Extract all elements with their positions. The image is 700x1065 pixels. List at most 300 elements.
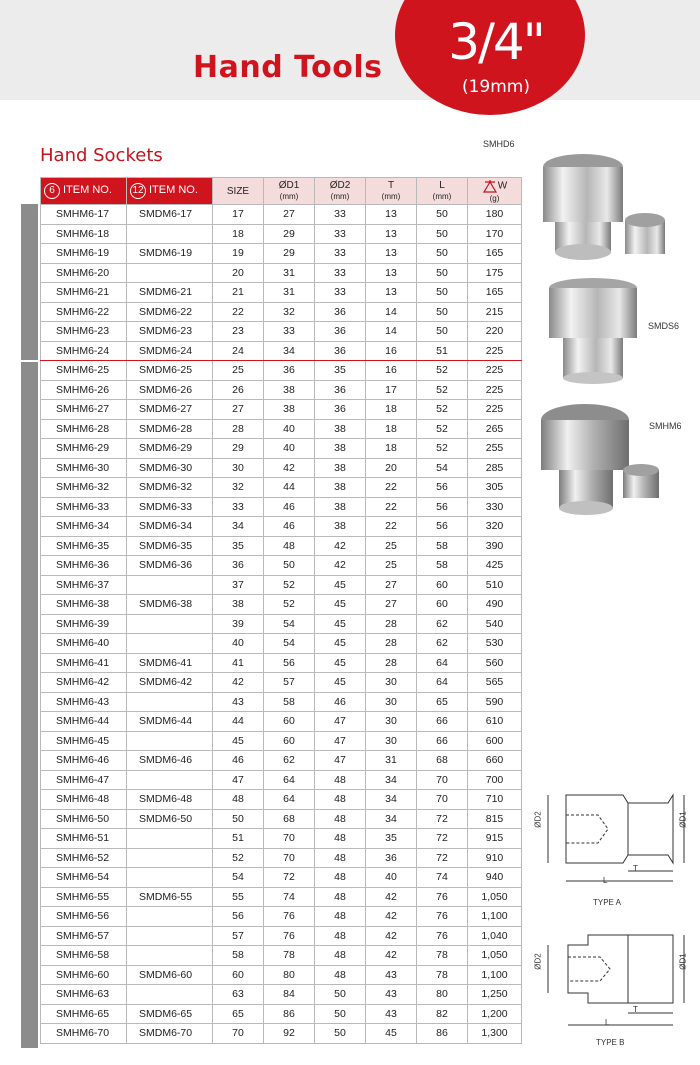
table-row: [41, 341, 522, 361]
cell-l: 66: [417, 731, 468, 751]
cell-size: 20: [213, 263, 264, 283]
cell-d1: 31: [264, 283, 315, 303]
cell-d2: 47: [315, 712, 366, 732]
cell-size: 26: [213, 380, 264, 400]
cell-t: 27: [366, 595, 417, 615]
cell-l: 52: [417, 439, 468, 459]
type-a-bar: [21, 204, 38, 360]
socket-spec-table: [40, 177, 522, 1044]
cell-item-6pt: SMHM6-48: [41, 790, 127, 810]
cell-item-12pt: SMDM6-27: [127, 400, 213, 420]
cell-weight: 915: [468, 829, 522, 849]
cell-item-6pt: SMHM6-42: [41, 673, 127, 693]
cell-d1: 29: [264, 244, 315, 264]
cell-item-6pt: SMHM6-63: [41, 985, 127, 1005]
cell-item-12pt: SMDM6-38: [127, 595, 213, 615]
callout-smds6: SMDS6: [648, 321, 680, 331]
cell-item-6pt: SMHM6-47: [41, 770, 127, 790]
cell-d1: 62: [264, 751, 315, 771]
cell-l: 72: [417, 809, 468, 829]
cell-l: 50: [417, 322, 468, 342]
cell-size: 70: [213, 1024, 264, 1044]
cell-l: 74: [417, 868, 468, 888]
cell-t: 43: [366, 1004, 417, 1024]
cell-d1: 32: [264, 302, 315, 322]
cell-t: 18: [366, 400, 417, 420]
header-weight-unit: (g): [489, 193, 500, 203]
cell-weight: 540: [468, 614, 522, 634]
table-row: [41, 419, 522, 439]
cell-d2: 36: [315, 322, 366, 342]
cell-item-12pt: [127, 634, 213, 654]
cell-item-12pt: SMDM6-28: [127, 419, 213, 439]
cell-item-12pt: [127, 985, 213, 1005]
cell-item-12pt: [127, 614, 213, 634]
cell-item-12pt: SMDM6-19: [127, 244, 213, 264]
cell-weight: 490: [468, 595, 522, 615]
cell-weight: 1,040: [468, 926, 522, 946]
cell-size: 58: [213, 946, 264, 966]
page-title: Hand Tools: [193, 50, 383, 85]
cell-item-12pt: [127, 575, 213, 595]
cell-l: 78: [417, 965, 468, 985]
table-row: [41, 829, 522, 849]
cell-l: 70: [417, 770, 468, 790]
cell-l: 50: [417, 205, 468, 225]
cell-item-6pt: SMHM6-25: [41, 361, 127, 381]
cell-d2: 48: [315, 848, 366, 868]
cell-d2: 46: [315, 692, 366, 712]
cell-d1: 70: [264, 829, 315, 849]
callout-smhm6: SMHM6: [649, 421, 682, 431]
cell-weight: 1,100: [468, 907, 522, 927]
cell-t: 13: [366, 263, 417, 283]
cell-weight: 600: [468, 731, 522, 751]
header-l: [417, 178, 468, 205]
cell-item-12pt: [127, 263, 213, 283]
header-item-6pt: [41, 178, 127, 205]
cell-d1: 84: [264, 985, 315, 1005]
cell-item-6pt: SMHM6-24: [41, 341, 127, 361]
cell-size: 44: [213, 712, 264, 732]
table-row: [41, 751, 522, 771]
cell-l: 50: [417, 283, 468, 303]
table-row: [41, 887, 522, 907]
cell-t: 25: [366, 556, 417, 576]
header-d1-label: ØD1: [278, 180, 300, 191]
cell-item-6pt: SMHM6-29: [41, 439, 127, 459]
header-item-6pt-label: ITEM NO.: [63, 184, 112, 196]
cell-t: 43: [366, 985, 417, 1005]
cell-d1: 58: [264, 692, 315, 712]
cell-item-12pt: SMDM6-23: [127, 322, 213, 342]
cell-size: 55: [213, 887, 264, 907]
cell-d2: 48: [315, 868, 366, 888]
cell-weight: 265: [468, 419, 522, 439]
type-b-label: TYPE B: [7, 682, 20, 722]
cell-item-6pt: SMHM6-60: [41, 965, 127, 985]
cell-d1: 70: [264, 848, 315, 868]
cell-t: 25: [366, 536, 417, 556]
cell-size: 28: [213, 419, 264, 439]
cell-weight: 610: [468, 712, 522, 732]
cell-weight: 1,200: [468, 1004, 522, 1024]
cell-d1: 54: [264, 634, 315, 654]
cell-d2: 36: [315, 341, 366, 361]
cell-size: 30: [213, 458, 264, 478]
cell-item-6pt: SMHM6-19: [41, 244, 127, 264]
cell-d1: 60: [264, 712, 315, 732]
cell-l: 52: [417, 361, 468, 381]
table-row: [41, 848, 522, 868]
cell-t: 18: [366, 439, 417, 459]
cell-size: 47: [213, 770, 264, 790]
header-d2-label: ØD2: [329, 180, 351, 191]
cell-item-6pt: SMHM6-46: [41, 751, 127, 771]
cell-d1: 38: [264, 380, 315, 400]
cell-d2: 38: [315, 458, 366, 478]
cell-d1: 57: [264, 673, 315, 693]
six-point-badge: 6: [44, 183, 60, 199]
cell-t: 13: [366, 244, 417, 264]
header-t: [366, 178, 417, 205]
type-b-drawing: [528, 925, 698, 1030]
table-row: [41, 673, 522, 693]
cell-t: 35: [366, 829, 417, 849]
cell-d1: 64: [264, 770, 315, 790]
twelve-point-badge: 12: [130, 183, 146, 199]
cell-item-6pt: SMHM6-32: [41, 478, 127, 498]
cell-d2: 48: [315, 770, 366, 790]
cell-item-6pt: SMHM6-44: [41, 712, 127, 732]
cell-t: 34: [366, 790, 417, 810]
cell-t: 28: [366, 653, 417, 673]
cell-l: 54: [417, 458, 468, 478]
cell-t: 42: [366, 926, 417, 946]
cell-l: 76: [417, 907, 468, 927]
cell-item-12pt: [127, 868, 213, 888]
table-row: [41, 302, 522, 322]
cell-t: 13: [366, 224, 417, 244]
cell-t: 30: [366, 712, 417, 732]
cell-d2: 47: [315, 751, 366, 771]
cell-d2: 48: [315, 809, 366, 829]
cell-t: 42: [366, 887, 417, 907]
table-row: [41, 322, 522, 342]
cell-d2: 45: [315, 614, 366, 634]
table-row: [41, 458, 522, 478]
cell-l: 76: [417, 926, 468, 946]
cell-l: 76: [417, 887, 468, 907]
cell-size: 54: [213, 868, 264, 888]
table-row: [41, 556, 522, 576]
table-row: [41, 517, 522, 537]
cell-weight: 1,300: [468, 1024, 522, 1044]
cell-item-12pt: SMDM6-26: [127, 380, 213, 400]
cell-d1: 46: [264, 517, 315, 537]
cell-t: 14: [366, 302, 417, 322]
scale-icon: [482, 179, 498, 193]
cell-d2: 33: [315, 283, 366, 303]
cell-t: 28: [366, 634, 417, 654]
cell-item-12pt: SMDM6-25: [127, 361, 213, 381]
cell-d1: 34: [264, 341, 315, 361]
cell-d1: 68: [264, 809, 315, 829]
table-row: [41, 439, 522, 459]
cell-item-6pt: SMHM6-28: [41, 419, 127, 439]
type-a-d1-label: ØD1: [678, 811, 688, 828]
cell-weight: 910: [468, 848, 522, 868]
cell-item-6pt: SMHM6-50: [41, 809, 127, 829]
cell-weight: 565: [468, 673, 522, 693]
cell-size: 19: [213, 244, 264, 264]
socket-smhm6-image: [525, 395, 700, 525]
cell-d2: 38: [315, 419, 366, 439]
cell-item-12pt: SMDM6-35: [127, 536, 213, 556]
header-l-unit: (mm): [432, 192, 452, 201]
cell-item-12pt: SMDM6-34: [127, 517, 213, 537]
header-d2: [315, 178, 366, 205]
type-b-d1-label: ØD1: [678, 953, 688, 970]
cell-l: 62: [417, 634, 468, 654]
type-a-d2-label: ØD2: [533, 811, 543, 828]
cell-weight: 510: [468, 575, 522, 595]
cell-item-12pt: SMDM6-42: [127, 673, 213, 693]
cell-d2: 47: [315, 731, 366, 751]
cell-t: 30: [366, 731, 417, 751]
cell-d2: 45: [315, 575, 366, 595]
cell-item-6pt: SMHM6-27: [41, 400, 127, 420]
cell-l: 51: [417, 341, 468, 361]
size-metric: (19mm): [461, 77, 531, 97]
table-row: [41, 536, 522, 556]
cell-d1: 72: [264, 868, 315, 888]
cell-size: 46: [213, 751, 264, 771]
cell-size: 36: [213, 556, 264, 576]
table-row: [41, 614, 522, 634]
cell-size: 32: [213, 478, 264, 498]
cell-weight: 225: [468, 341, 522, 361]
cell-l: 64: [417, 673, 468, 693]
cell-size: 45: [213, 731, 264, 751]
header-weight-label: W: [497, 180, 508, 192]
cell-item-12pt: [127, 926, 213, 946]
cell-d2: 36: [315, 302, 366, 322]
cell-item-6pt: SMHM6-22: [41, 302, 127, 322]
cell-d1: 46: [264, 497, 315, 517]
cell-l: 52: [417, 419, 468, 439]
cell-d2: 48: [315, 926, 366, 946]
cell-item-12pt: [127, 770, 213, 790]
cell-item-6pt: SMHM6-33: [41, 497, 127, 517]
cell-d1: 31: [264, 263, 315, 283]
cell-l: 62: [417, 614, 468, 634]
cell-l: 60: [417, 595, 468, 615]
header-t-unit: (mm): [381, 192, 401, 201]
cell-item-12pt: SMDM6-46: [127, 751, 213, 771]
type-b-bar: [21, 362, 38, 1048]
socket-smhd6-image: [543, 154, 665, 260]
cell-weight: 175: [468, 263, 522, 283]
cell-d1: 42: [264, 458, 315, 478]
cell-l: 72: [417, 829, 468, 849]
cell-d1: 52: [264, 575, 315, 595]
header-item-12pt: [127, 178, 213, 205]
type-a-drawing: [528, 785, 698, 890]
cell-d1: 27: [264, 205, 315, 225]
cell-item-6pt: SMHM6-17: [41, 205, 127, 225]
cell-size: 29: [213, 439, 264, 459]
cell-d2: 33: [315, 244, 366, 264]
cell-size: 21: [213, 283, 264, 303]
cell-t: 16: [366, 341, 417, 361]
cell-l: 52: [417, 380, 468, 400]
cell-d2: 50: [315, 1004, 366, 1024]
cell-d2: 33: [315, 263, 366, 283]
cell-item-6pt: SMHM6-43: [41, 692, 127, 712]
cell-item-12pt: SMDM6-32: [127, 478, 213, 498]
cell-t: 45: [366, 1024, 417, 1044]
cell-item-6pt: SMHM6-35: [41, 536, 127, 556]
cell-d2: 50: [315, 985, 366, 1005]
cell-d2: 45: [315, 673, 366, 693]
cell-item-6pt: SMHM6-57: [41, 926, 127, 946]
table-row: [41, 478, 522, 498]
cell-weight: 1,100: [468, 965, 522, 985]
cell-item-12pt: SMDM6-24: [127, 341, 213, 361]
cell-t: 13: [366, 283, 417, 303]
cell-item-12pt: SMDM6-36: [127, 556, 213, 576]
cell-item-6pt: SMHM6-30: [41, 458, 127, 478]
cell-d1: 36: [264, 361, 315, 381]
cell-d2: 33: [315, 205, 366, 225]
socket-smds6-image: [549, 278, 637, 384]
table-row: [41, 868, 522, 888]
cell-d1: 56: [264, 653, 315, 673]
cell-item-12pt: SMDM6-41: [127, 653, 213, 673]
type-b-t-label: T: [633, 1005, 638, 1014]
table-row: [41, 361, 522, 381]
cell-size: 22: [213, 302, 264, 322]
cell-t: 43: [366, 965, 417, 985]
table-row: [41, 731, 522, 751]
cell-weight: 305: [468, 478, 522, 498]
header-weight: [468, 178, 522, 205]
cell-item-12pt: [127, 946, 213, 966]
cell-t: 42: [366, 907, 417, 927]
cell-size: 18: [213, 224, 264, 244]
cell-d2: 48: [315, 965, 366, 985]
section-title: Hand Sockets: [40, 145, 163, 166]
cell-size: 51: [213, 829, 264, 849]
cell-item-12pt: SMDM6-55: [127, 887, 213, 907]
cell-item-12pt: SMDM6-44: [127, 712, 213, 732]
cell-t: 40: [366, 868, 417, 888]
cell-weight: 940: [468, 868, 522, 888]
table-row: [41, 809, 522, 829]
cell-d2: 42: [315, 556, 366, 576]
cell-size: 43: [213, 692, 264, 712]
cell-item-6pt: SMHM6-70: [41, 1024, 127, 1044]
cell-l: 65: [417, 692, 468, 712]
table-row: [41, 770, 522, 790]
cell-l: 56: [417, 497, 468, 517]
cell-d2: 48: [315, 829, 366, 849]
cell-t: 13: [366, 205, 417, 225]
cell-l: 68: [417, 751, 468, 771]
cell-weight: 215: [468, 302, 522, 322]
cell-d1: 76: [264, 926, 315, 946]
cell-size: 42: [213, 673, 264, 693]
cell-d1: 60: [264, 731, 315, 751]
cell-d1: 64: [264, 790, 315, 810]
cell-weight: 560: [468, 653, 522, 673]
table-row: [41, 263, 522, 283]
type-a-l-label: L: [603, 876, 608, 885]
cell-item-12pt: SMDM6-50: [127, 809, 213, 829]
cell-d1: 33: [264, 322, 315, 342]
cell-size: 48: [213, 790, 264, 810]
cell-weight: 710: [468, 790, 522, 810]
cell-weight: 165: [468, 283, 522, 303]
table-row: [41, 400, 522, 420]
cell-l: 64: [417, 653, 468, 673]
cell-d2: 38: [315, 497, 366, 517]
header-d1-unit: (mm): [279, 192, 299, 201]
cell-weight: 330: [468, 497, 522, 517]
cell-size: 27: [213, 400, 264, 420]
cell-item-12pt: SMDM6-33: [127, 497, 213, 517]
cell-size: 37: [213, 575, 264, 595]
cell-t: 31: [366, 751, 417, 771]
cell-item-6pt: SMHM6-54: [41, 868, 127, 888]
cell-size: 38: [213, 595, 264, 615]
cell-size: 41: [213, 653, 264, 673]
cell-item-6pt: SMHM6-52: [41, 848, 127, 868]
table-header-row: [41, 178, 522, 205]
cell-d1: 76: [264, 907, 315, 927]
type-a-label: TYPE A: [7, 262, 20, 302]
table-row: [41, 985, 522, 1005]
cell-d2: 45: [315, 634, 366, 654]
cell-t: 34: [366, 770, 417, 790]
cell-l: 50: [417, 244, 468, 264]
cell-item-6pt: SMHM6-56: [41, 907, 127, 927]
type-b-d2-label: ØD2: [533, 953, 543, 970]
callout-smhd6: SMHD6: [483, 139, 515, 149]
cell-item-12pt: [127, 848, 213, 868]
cell-d1: 29: [264, 224, 315, 244]
cell-t: 18: [366, 419, 417, 439]
cell-l: 82: [417, 1004, 468, 1024]
cell-t: 20: [366, 458, 417, 478]
cell-item-12pt: [127, 829, 213, 849]
cell-item-6pt: SMHM6-18: [41, 224, 127, 244]
cell-item-12pt: SMDM6-17: [127, 205, 213, 225]
header-t-label: T: [387, 180, 395, 191]
cell-weight: 1,050: [468, 946, 522, 966]
cell-item-12pt: [127, 224, 213, 244]
cell-l: 50: [417, 263, 468, 283]
cell-item-6pt: SMHM6-20: [41, 263, 127, 283]
cell-d1: 44: [264, 478, 315, 498]
cell-d2: 42: [315, 536, 366, 556]
type-b-caption: TYPE B: [596, 1038, 625, 1047]
cell-weight: 285: [468, 458, 522, 478]
cell-size: 65: [213, 1004, 264, 1024]
cell-item-6pt: SMHM6-39: [41, 614, 127, 634]
cell-weight: 320: [468, 517, 522, 537]
